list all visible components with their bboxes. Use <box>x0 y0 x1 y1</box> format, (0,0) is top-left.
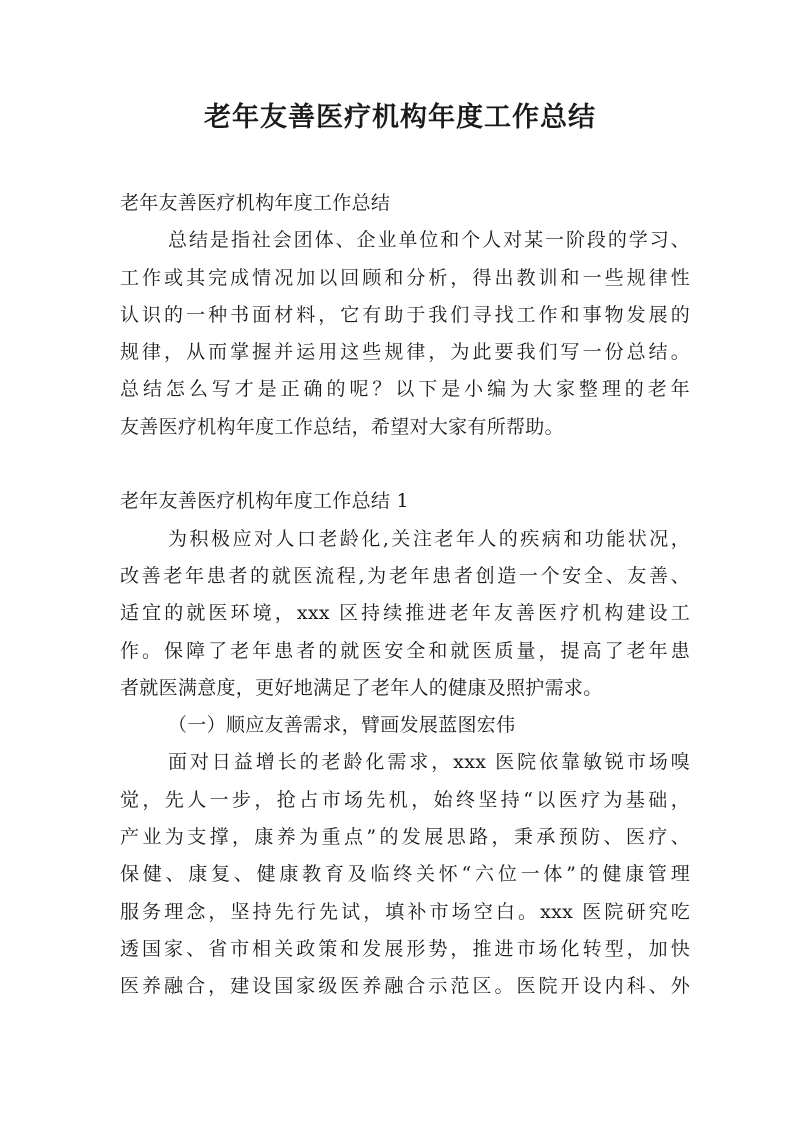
paragraph-line: 友善医疗机构年度工作总结，希望对大家有所帮助。 <box>120 415 564 438</box>
section-heading: 老年友善医疗机构年度工作总结 1 <box>120 490 409 513</box>
paragraph-line: 产业为支撑，康养为重点”的发展思路，秉承预防、医疗、 <box>120 826 690 849</box>
paragraph-line: 保健、康复、健康教育及临终关怀“六位一体”的健康管理 <box>120 863 690 886</box>
paragraph-line: 为积极应对人口老龄化,关注老年人的疾病和功能状况， <box>168 527 690 550</box>
paragraph-line: 认识的一种书面材料，它有助于我们寻找工作和事物发展的 <box>120 303 690 326</box>
paragraph-line: 改善老年患者的就医流程,为老年患者创造一个安全、友善、 <box>120 564 690 587</box>
document-title: 老年友善医疗机构年度工作总结 <box>204 102 596 133</box>
paragraph-line: 作。保障了老年患者的就医安全和就医质量，提高了老年患 <box>120 639 690 662</box>
paragraph-line: 规律，从而掌握并运用这些规律，为此要我们写一份总结。 <box>120 341 690 364</box>
paragraph-spacer <box>120 446 690 483</box>
paragraph-line: 总结怎么写才是正确的呢？以下是小编为大家整理的老年 <box>120 378 690 401</box>
paragraph-line: 觉，先人一步，抢占市场先机，始终坚持“以医疗为基础， <box>120 788 690 811</box>
section-heading: 老年友善医疗机构年度工作总结 <box>120 192 391 214</box>
paragraph-line: 服务理念，坚持先行先试，填补市场空白。xxx 医院研究吃 <box>120 900 690 923</box>
document-body <box>120 185 690 1006</box>
sub-heading: （一）顺应友善需求，臂画发展蓝图宏伟 <box>168 714 516 737</box>
paragraph-line: 总结是指社会团体、企业单位和个人对某一阶段的学习、 <box>168 229 690 252</box>
paragraph-line: 工作或其完成情况加以回顾和分析，得出教训和一些规律性 <box>120 266 690 289</box>
paragraph-line: 者就医满意度，更好地满足了老年人的健康及照护需求。 <box>120 676 603 699</box>
paragraph-line: 面对日益增长的老龄化需求，xxx 医院依靠敏锐市场嗅 <box>168 751 690 774</box>
paragraph-line: 透国家、省市相关政策和发展形势，推进市场化转型，加快 <box>120 937 690 960</box>
paragraph-line: 适宜的就医环境，xxx 区持续推进老年友善医疗机构建设工 <box>120 602 690 625</box>
paragraph-line: 医养融合，建设国家级医养融合示范区。医院开设内科、外 <box>120 975 690 998</box>
